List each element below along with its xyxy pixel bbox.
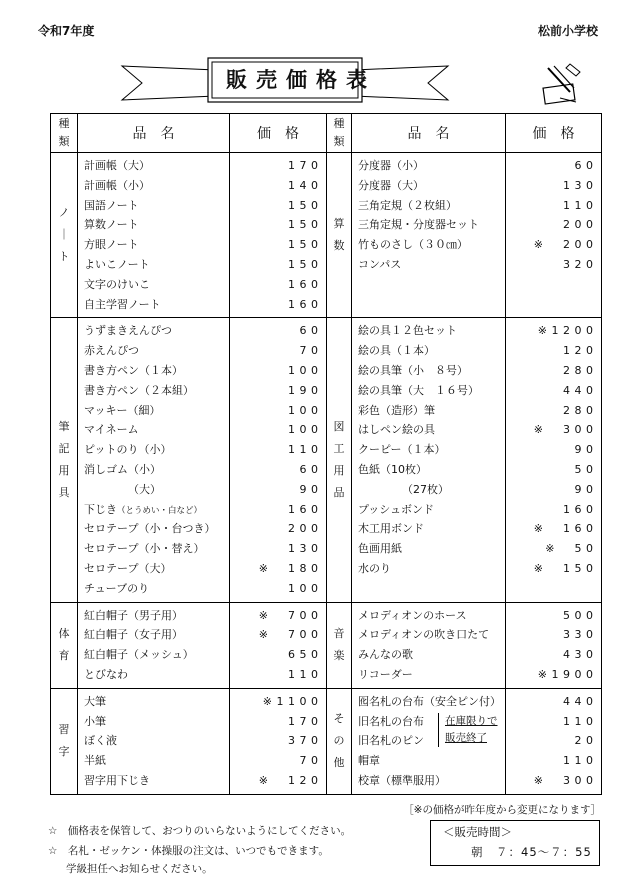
item-name-text: はしペン絵の具	[358, 423, 435, 437]
item-name-text: 自主学習ノート	[84, 297, 161, 311]
item-name-text: 絵の具１２色セット	[358, 324, 457, 338]
price-list	[506, 153, 602, 318]
item-price: ※ 200	[533, 238, 598, 252]
item-price: 500	[563, 608, 598, 622]
item-price: 370	[288, 734, 323, 748]
item-price: 140	[288, 178, 323, 192]
item-price: 320	[563, 257, 598, 271]
item-name	[84, 156, 229, 176]
item-name	[358, 692, 505, 712]
price-list	[230, 602, 327, 688]
item-price: ※ 700	[258, 628, 323, 642]
item-price: 330	[563, 628, 598, 642]
item-name-text: 竹ものさし（３０㎝）	[358, 238, 468, 252]
item-name	[84, 196, 229, 216]
item-price: 440	[563, 694, 598, 708]
item-list	[352, 318, 506, 602]
price-list	[230, 153, 327, 318]
footer-note-2: ☆ 名札・ゼッケン・体操服の注文は、いつでもできます。	[48, 845, 329, 857]
school-name: 松前小学校	[537, 24, 598, 38]
item-price: ※1200	[537, 324, 598, 338]
item-name-text: メロディオンのホース	[358, 608, 467, 622]
item-list	[78, 602, 230, 688]
item-name-text: （27枚）	[402, 482, 449, 496]
sales-time-label: ＜販売時間＞	[443, 825, 512, 839]
item-name-text: 木工用ボンド	[358, 522, 424, 536]
item-price: 160	[288, 502, 323, 516]
item-name	[358, 176, 505, 196]
item-name-text: 分度器（小）	[358, 159, 424, 172]
item-name	[358, 625, 505, 645]
item-name-text: よいこノート	[84, 257, 150, 271]
item-name	[84, 460, 229, 480]
item-price: 150	[288, 257, 323, 271]
item-price: 170	[288, 159, 323, 172]
item-name-text: 書き方ペン（２本組）	[84, 383, 194, 397]
item-name-text: （大）	[128, 482, 161, 496]
item-list	[352, 688, 506, 794]
sales-time-box	[430, 820, 600, 866]
item-name	[84, 176, 229, 196]
item-name-text: 囮名札の台布（安全ピン付）	[358, 694, 501, 708]
item-name	[358, 559, 505, 579]
item-price: 130	[563, 178, 598, 192]
item-list	[352, 153, 506, 318]
item-name	[84, 665, 229, 685]
section-row	[51, 153, 602, 318]
item-name	[84, 255, 229, 275]
category-label: 音 楽	[327, 602, 352, 688]
sales-time-value: 朝 ７：45～７：55	[471, 845, 592, 859]
item-price: ※ 160	[533, 522, 598, 536]
header-price: 価 格	[506, 114, 602, 153]
page-title: 販売価格表	[226, 67, 376, 92]
item-name-text: 色画用紙	[358, 542, 402, 556]
item-name	[84, 771, 229, 791]
item-name-text: 絵の具筆（大 １６号）	[358, 383, 479, 397]
item-name-text: 紅白帽子（女子用）	[84, 628, 183, 642]
item-name-text: ぼく液	[84, 734, 117, 748]
header-price: 価 格	[230, 114, 327, 153]
item-name	[84, 235, 229, 255]
item-name-text: 消しゴム（小）	[84, 462, 161, 476]
item-name-text: 旧名札のピン	[358, 734, 424, 748]
item-price: ※ 300	[533, 423, 598, 437]
item-name-text: 旧名札の台布	[358, 714, 424, 728]
item-name-text: 紅白帽子（メッシュ）	[84, 648, 194, 662]
stationery-icon	[540, 62, 584, 108]
item-name	[358, 215, 505, 235]
item-price: 160	[288, 277, 323, 291]
item-name-text: 三角定規・分度器セット	[358, 218, 479, 232]
item-name	[84, 401, 229, 421]
item-name	[84, 295, 229, 315]
item-price: 170	[288, 714, 323, 728]
item-name	[84, 215, 229, 235]
item-price: ※ 700	[258, 608, 323, 622]
table-header-row	[51, 114, 602, 153]
category-label: そ の 他	[327, 688, 352, 794]
stock-note-line: 販売終了	[445, 731, 487, 744]
price-list	[506, 318, 602, 602]
item-price: 150	[288, 198, 323, 212]
item-price: 110	[563, 198, 598, 212]
item-name	[358, 519, 505, 539]
item-name	[84, 440, 229, 460]
item-price: 70	[299, 344, 323, 358]
item-name	[358, 235, 505, 255]
item-price: 100	[288, 403, 323, 417]
item-name-text: マッキー（細）	[84, 403, 161, 417]
item-list	[78, 318, 230, 602]
item-name-text: ピットのり（小）	[84, 443, 172, 457]
section-row	[51, 318, 602, 602]
item-price: 110	[563, 754, 598, 768]
item-name	[358, 361, 505, 381]
item-name	[358, 440, 505, 460]
item-name	[358, 156, 505, 176]
item-name-text: プッシュボンド	[358, 502, 435, 516]
item-name	[84, 321, 229, 341]
item-price: 100	[288, 581, 323, 595]
item-name-text: 水のり	[358, 561, 391, 575]
item-name-text: 書き方ペン（１本）	[84, 363, 183, 377]
item-name	[84, 539, 229, 559]
item-price: ※ 120	[258, 773, 323, 787]
stock-note-line: 在庫限りで	[445, 714, 498, 727]
item-name-text: マイネーム	[84, 423, 139, 437]
header-category: 種 類	[327, 114, 352, 153]
item-name-text: クーピー（１本）	[358, 443, 446, 457]
item-name-text: チューブのり	[84, 581, 150, 595]
item-name-text: 方眼ノート	[84, 238, 139, 252]
item-price: 650	[288, 648, 323, 662]
item-price: 190	[288, 383, 323, 397]
item-name	[358, 539, 505, 559]
item-name-text: 赤えんぴつ	[84, 344, 139, 358]
item-name-text: 絵の具（１本）	[358, 344, 435, 358]
item-name	[84, 625, 229, 645]
price-list	[506, 602, 602, 688]
item-name	[84, 692, 229, 712]
item-price: 100	[288, 423, 323, 437]
item-price: 70	[299, 754, 323, 768]
item-name	[84, 500, 229, 520]
item-name	[84, 341, 229, 361]
item-price: 150	[288, 238, 323, 252]
item-name	[84, 480, 229, 500]
item-name-text: 小筆	[84, 714, 106, 728]
item-name-text: 算数ノート	[84, 218, 139, 232]
item-note: （とうめい・白など）	[117, 505, 203, 516]
item-price: 120	[563, 344, 598, 358]
item-price: 200	[288, 522, 323, 536]
item-name-text: セロテープ（小・替え）	[84, 542, 205, 556]
item-list	[78, 153, 230, 318]
item-price: 60	[299, 324, 323, 338]
item-price: 100	[288, 363, 323, 377]
item-price: 440	[563, 383, 598, 397]
item-name	[358, 460, 505, 480]
item-name	[84, 361, 229, 381]
item-name-text: 下じき	[84, 502, 117, 516]
item-price: ※1900	[537, 667, 598, 681]
item-price: 430	[563, 648, 598, 662]
item-price: 160	[563, 502, 598, 516]
item-price: 90	[574, 443, 598, 457]
item-name-text: 彩色（造形）筆	[358, 403, 435, 417]
category-label: 習 字	[51, 688, 78, 794]
item-name	[358, 665, 505, 685]
item-name	[84, 381, 229, 401]
item-name	[358, 771, 505, 791]
item-name	[358, 606, 505, 626]
item-price: ※ 180	[258, 561, 323, 575]
item-price: 90	[299, 482, 323, 496]
item-price: 160	[288, 297, 323, 311]
item-name-text: 色紙（10枚）	[358, 462, 427, 476]
item-name	[84, 731, 229, 751]
item-name-text: みんなの歌	[358, 648, 413, 662]
item-name	[358, 480, 505, 500]
item-price: 90	[574, 482, 598, 496]
item-name	[84, 712, 229, 732]
item-price: ※ 150	[533, 561, 598, 575]
item-name	[358, 401, 505, 421]
item-name-text: とびなわ	[84, 667, 128, 681]
category-label: 体 育	[51, 602, 78, 688]
item-price: 130	[288, 542, 323, 556]
item-price: 50	[574, 462, 598, 476]
item-price: 280	[563, 403, 598, 417]
item-price: 110	[288, 667, 323, 681]
item-name-text: 校章（標準服用）	[358, 773, 446, 787]
item-name-text: 習字用下じき	[84, 773, 150, 787]
header-category: 種 類	[51, 114, 78, 153]
item-name-text: 国語ノート	[84, 198, 139, 212]
item-price: ※ 50	[545, 542, 598, 556]
item-price: 20	[574, 734, 598, 748]
item-price: 60	[574, 159, 598, 172]
item-price: 110	[288, 443, 323, 457]
item-name-text: うずまきえんぴつ	[84, 324, 172, 338]
item-name	[358, 341, 505, 361]
item-name	[84, 420, 229, 440]
price-change-note: ［※の価格が昨年度から変更になります］	[403, 804, 601, 816]
item-name	[84, 559, 229, 579]
item-name-text: リコーダー	[358, 667, 413, 681]
item-name	[84, 579, 229, 599]
footer-note-3: 学級担任へお知らせください。	[66, 863, 213, 875]
item-name	[358, 500, 505, 520]
section-row	[51, 688, 602, 794]
price-table	[50, 113, 602, 795]
item-name	[84, 275, 229, 295]
item-list	[78, 688, 230, 794]
item-name-text: 半紙	[84, 754, 106, 768]
item-name	[84, 606, 229, 626]
section-row	[51, 602, 602, 688]
category-label: ノ ｜ ト	[51, 153, 78, 318]
stock-note	[438, 713, 498, 747]
item-price: 150	[288, 218, 323, 232]
item-name-text: 帽章	[358, 754, 380, 768]
item-name	[358, 381, 505, 401]
item-name	[358, 255, 505, 275]
item-price: 60	[299, 462, 323, 476]
item-name	[358, 196, 505, 216]
item-name	[84, 645, 229, 665]
item-name-text: 分度器（大）	[358, 178, 424, 192]
item-name	[358, 645, 505, 665]
item-name-text: 大筆	[84, 694, 106, 708]
item-name	[358, 321, 505, 341]
header-item: 品 名	[78, 114, 230, 153]
item-name-text: 計画帳（小）	[84, 178, 150, 192]
price-list	[230, 688, 327, 794]
item-name-text: コンパス	[358, 257, 402, 271]
item-price: 280	[563, 363, 598, 377]
item-name	[84, 751, 229, 771]
item-name-text: 絵の具筆（小 ８号）	[358, 363, 468, 377]
category-label: 筆 記 用 具	[51, 318, 78, 602]
item-price: ※1100	[262, 694, 323, 708]
item-price: 110	[563, 714, 598, 728]
item-name-text: セロテープ（小・台つき）	[84, 522, 216, 536]
item-name	[84, 519, 229, 539]
item-name-text: セロテープ（大）	[84, 561, 172, 575]
item-name-text: 文字のけいこ	[84, 277, 150, 291]
category-label: 算 数	[327, 153, 352, 318]
price-list	[506, 688, 602, 794]
fiscal-year: 令和7年度	[38, 24, 95, 38]
item-name	[358, 751, 505, 771]
item-name-text: 紅白帽子（男子用）	[84, 608, 183, 622]
price-list	[230, 318, 327, 602]
footer-note-1: ☆ 価格表を保管して、おつりのいらないようにしてください。	[48, 825, 352, 837]
header-item: 品 名	[352, 114, 506, 153]
item-price: 200	[563, 218, 598, 232]
item-list	[352, 602, 506, 688]
item-name-text: 三角定規（２枚組）	[358, 198, 457, 212]
item-name-text: 計画帳（大）	[84, 159, 150, 172]
category-label: 図 工 用 品	[327, 318, 352, 602]
item-name	[358, 420, 505, 440]
item-price: ※ 300	[533, 773, 598, 787]
item-name-text: メロディオンの吹き口たて	[358, 628, 490, 642]
